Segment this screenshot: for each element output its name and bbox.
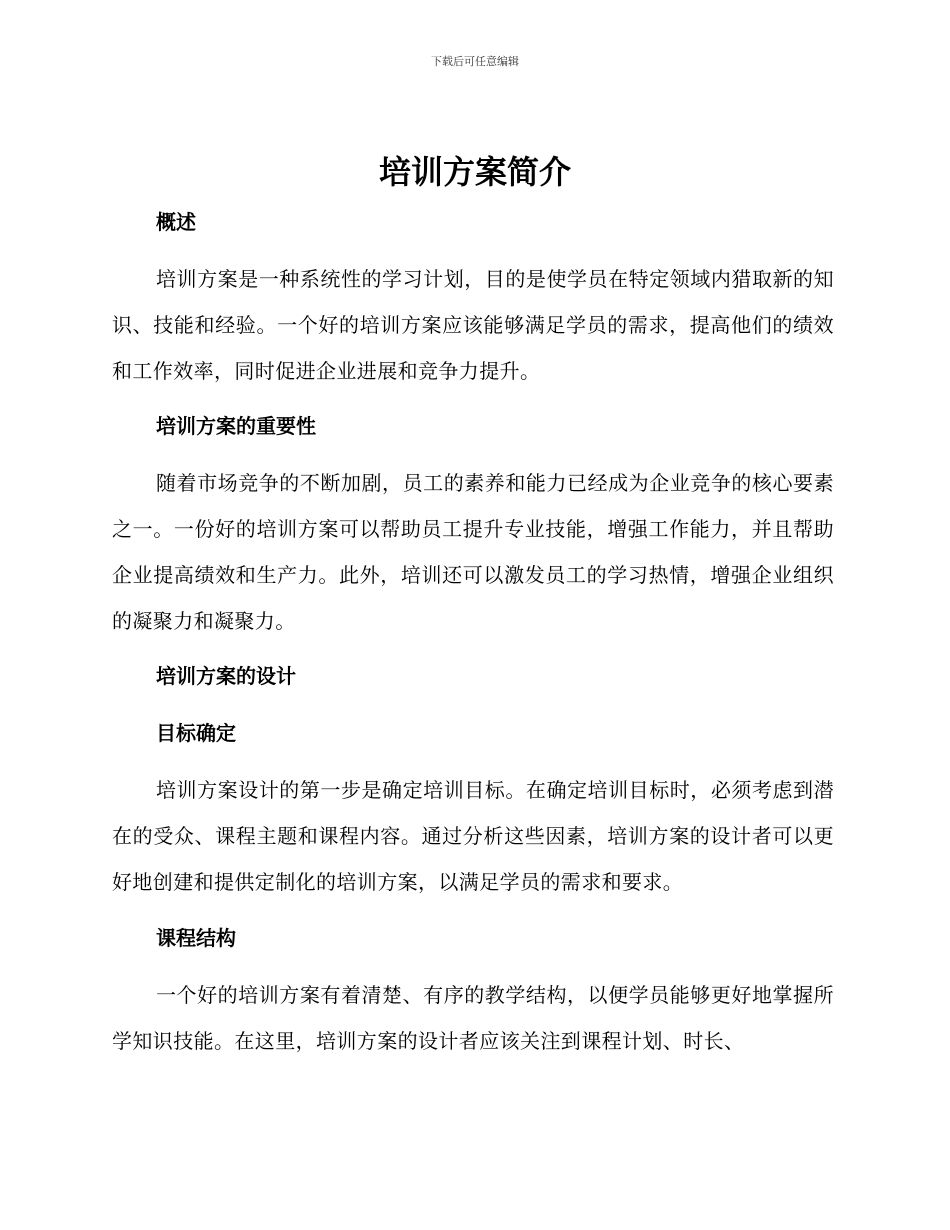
section-paragraph-structure: 一个好的培训方案有着清楚、有序的教学结构，以便学员能够更好地掌握所学知识技能。在这里，培训方案的设计者应该关注到课程计划、时长、 [112, 983, 834, 1053]
section-heading-design: 培训方案的设计 [156, 664, 296, 688]
header-note: 下载后可任意编辑 [431, 55, 519, 68]
section-heading-structure: 课程结构 [156, 926, 236, 950]
section-paragraph-importance: 随着市场竞争的不断加剧，员工的素养和能力已经成为企业竞争的核心要素之一。一份好的培训方案可以帮助员工提升专业技能，增强工作能力，并且帮助企业提高绩效和生产力。此外，培训还可以激发员工的学习热情，增强企业组织的凝聚力和凝聚力。 [112, 471, 834, 633]
document-title: 培训方案简介 [378, 153, 571, 191]
section-heading-importance: 培训方案的重要性 [156, 414, 316, 438]
section-heading-overview: 概述 [156, 210, 196, 234]
section-paragraph-goal: 培训方案设计的第一步是确定培训目标。在确定培训目标时，必须考虑到潜在的受众、课程主题和课程内容。通过分析这些因素，培训方案的设计者可以更好地创建和提供定制化的培训方案，以满足学员的需求和要求。 [112, 778, 834, 894]
section-heading-goal: 目标确定 [156, 721, 236, 745]
section-paragraph-overview: 培训方案是一种系统性的学习计划，目的是使学员在特定领域内猎取新的知识、技能和经验。一个好的培训方案应该能够满足学员的需求，提高他们的绩效和工作效率，同时促进企业进展和竞争力提升。 [112, 267, 834, 383]
